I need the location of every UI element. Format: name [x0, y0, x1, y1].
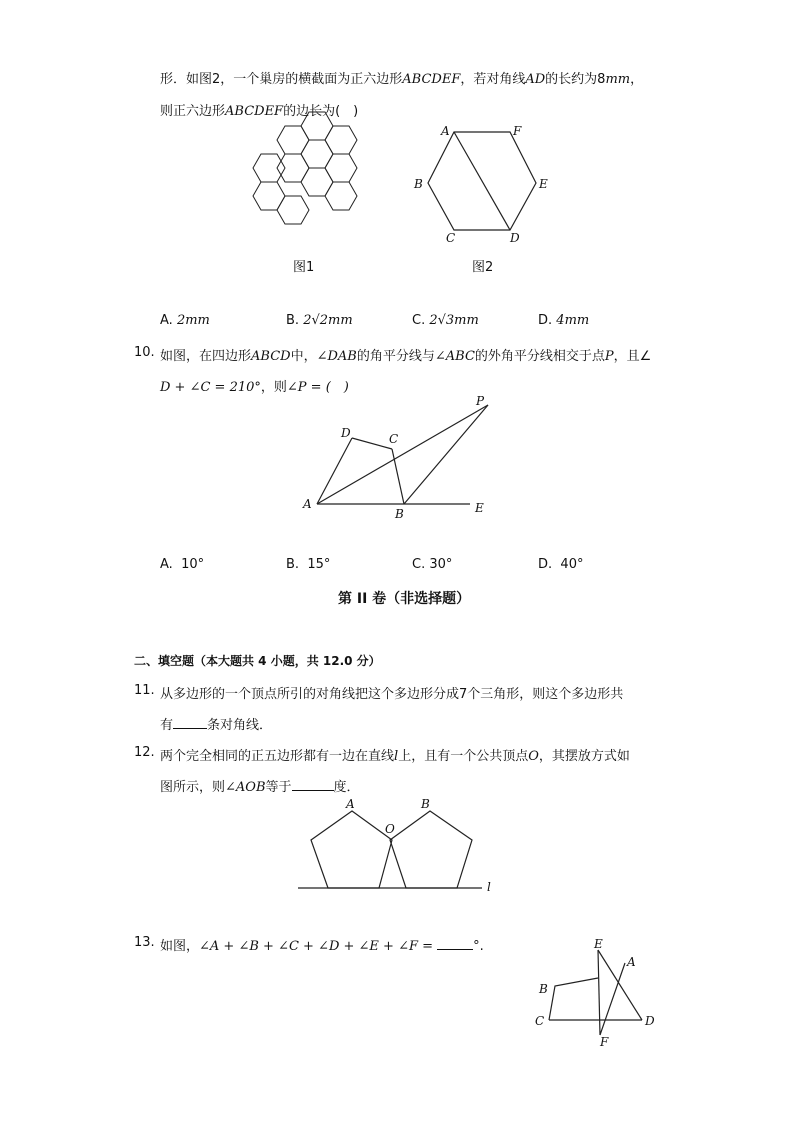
- q12-label-b: B: [421, 797, 430, 811]
- option-text: 2mm: [176, 313, 210, 328]
- fig2-caption: 图2: [472, 260, 494, 275]
- q13-label-b: B: [539, 982, 548, 996]
- q12-text: 等于: [265, 780, 292, 795]
- option-letter: C.: [412, 313, 426, 328]
- option-text: 30°: [429, 557, 453, 572]
- q12-label-a: A: [346, 797, 355, 811]
- option-letter: A.: [160, 313, 173, 328]
- q13-text: 如图，: [160, 939, 200, 954]
- fig2-label-c: C: [446, 231, 456, 245]
- option-letter: D.: [538, 313, 553, 328]
- option-text: 40°: [560, 557, 584, 572]
- q12-text: ，其摆放方式如: [538, 749, 630, 764]
- q13-label-f: F: [600, 1035, 609, 1049]
- q11-number: 11.: [134, 683, 155, 698]
- fig2-label-b: B: [414, 177, 423, 191]
- q13-label-a: A: [627, 955, 636, 969]
- fig2-label-e: E: [539, 177, 548, 191]
- q13-text: °.: [473, 939, 484, 954]
- q10-label-d: D: [341, 426, 351, 440]
- q12-text: 两个完全相同的正五边形都有一边在直线: [160, 749, 395, 764]
- q10-text: 的角平分线与: [356, 349, 435, 364]
- option-letter: C.: [412, 557, 426, 572]
- q10-text: 如图，在四边形: [160, 349, 252, 364]
- q9-math-hexagon: ABCDEF: [402, 72, 461, 87]
- option-letter: B.: [286, 313, 300, 328]
- q10-number: 10.: [134, 345, 155, 360]
- q11-text: 条对角线．: [207, 718, 273, 733]
- q11-line1: 从多边形的一个顶点所引的对角线把这个多边形分成7个三角形，则这个多边形共: [160, 687, 624, 702]
- option-letter: D.: [538, 557, 553, 572]
- q13-label-e: E: [594, 937, 603, 951]
- q10-math: D + ∠C = 210°: [160, 380, 261, 395]
- fig2-label-d: D: [510, 231, 520, 245]
- q9-text: ，: [630, 72, 644, 87]
- q12-text: 度．: [333, 780, 360, 795]
- option-letter: B.: [286, 557, 300, 572]
- q10-math: ∠DAB: [316, 349, 357, 364]
- q10-math: ∠ABC: [434, 349, 475, 364]
- q12-text: 上，且有一个公共顶点: [398, 749, 529, 764]
- q10-label-c: C: [389, 432, 399, 446]
- option-text: 2√2mm: [303, 313, 353, 328]
- q12-math: l: [394, 749, 399, 764]
- q10-label-p: P: [476, 394, 485, 408]
- q10-text: 的外角平分线相交于点: [474, 349, 605, 364]
- section2-title: 二、填空题（本大题共 4 小题，共 12.0 分）: [134, 654, 381, 668]
- q9-math-hexagon: ABCDEF: [225, 104, 284, 119]
- option-text: 4mm: [556, 313, 590, 328]
- q9-math-unit: mm: [605, 72, 631, 87]
- q9-math-ad: AD: [525, 72, 546, 87]
- q9-text: 形．如图2，一个巢房的横截面为正六边形: [160, 72, 403, 87]
- q10-text: 中，: [290, 349, 317, 364]
- q10-text: ，则: [260, 380, 287, 395]
- q10-label-b: B: [395, 507, 404, 521]
- q10-math: = ( ): [306, 380, 349, 395]
- q10-text: ，且∠: [613, 349, 652, 364]
- q10-math: P: [604, 349, 614, 364]
- option-letter: A.: [160, 557, 173, 572]
- q13-label-d: D: [645, 1014, 655, 1028]
- q12-number: 12.: [134, 745, 155, 760]
- q9-text: ，若对角线: [460, 72, 526, 87]
- q10-label-e: E: [475, 501, 484, 515]
- q9-text: 则正六边形: [160, 104, 226, 119]
- q12-label-l: l: [487, 880, 491, 894]
- q12-math: O: [528, 749, 539, 764]
- q10-math: ∠P: [286, 380, 307, 395]
- fig2-label-a: A: [441, 124, 450, 138]
- q13-number: 13.: [134, 935, 155, 950]
- q10-math: ABCD: [251, 349, 291, 364]
- q9-text: 的长约为8: [545, 72, 606, 87]
- q12-label-o: O: [385, 822, 395, 836]
- q10-label-a: A: [303, 497, 312, 511]
- option-text: 15°: [307, 557, 331, 572]
- q12-math: ∠AOB: [225, 780, 266, 795]
- option-text: 10°: [181, 557, 205, 572]
- option-text: 2√3mm: [429, 313, 479, 328]
- q9-text: 的边长为( ): [283, 104, 359, 119]
- q11-text: 有: [160, 718, 174, 733]
- q12-text: 图所示，则: [160, 780, 226, 795]
- fig2-label-f: F: [513, 124, 522, 138]
- q13-math: ∠A + ∠B + ∠C + ∠D + ∠E + ∠F =: [199, 939, 438, 954]
- fig1-caption: 图1: [293, 260, 315, 275]
- q13-label-c: C: [535, 1014, 545, 1028]
- part2-title: 第 II 卷（非选择题）: [338, 591, 471, 607]
